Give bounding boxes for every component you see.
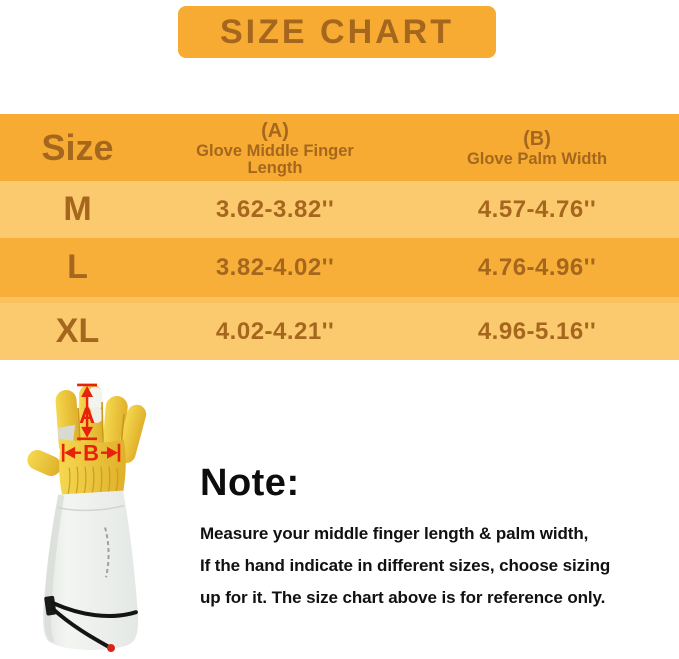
header-size-cell <box>0 127 155 169</box>
row-xl-size: XL <box>55 312 100 350</box>
note-section <box>200 462 675 614</box>
row-l-size: L <box>67 248 88 286</box>
note-line-1: Measure your middle finger length & palm width, <box>200 524 589 543</box>
header-size-label: Size <box>41 126 114 168</box>
note-heading: Note: <box>200 462 300 504</box>
row-xl-size-cell <box>0 312 155 351</box>
header-a-block <box>178 119 373 177</box>
header-a-letter: (A) <box>261 119 289 142</box>
row-m-finger-length: 3.62-3.82'' <box>215 195 335 223</box>
row-xl-finger-length: 4.02-4.21'' <box>215 317 335 345</box>
table-row-xl <box>0 303 679 360</box>
table-row-m <box>0 181 679 238</box>
row-l-a-cell <box>155 254 395 282</box>
title-banner <box>178 6 496 58</box>
row-m-size: M <box>63 190 92 228</box>
row-m-size-cell <box>0 190 155 229</box>
table-header-row <box>0 114 679 181</box>
header-b-letter: (B) <box>523 128 551 150</box>
row-l-size-cell <box>0 248 155 287</box>
row-l-b-cell <box>395 254 679 282</box>
measure-b-label: B <box>83 440 99 466</box>
header-a-cell <box>155 119 395 177</box>
glove-cuff <box>43 491 138 652</box>
note-body <box>200 518 675 614</box>
glove-thumb <box>25 447 64 479</box>
note-line-3: up for it. The size chart above is for reference only. <box>200 588 606 607</box>
strap-red-tip <box>107 644 115 652</box>
header-b-cell <box>395 127 679 168</box>
measure-a-label: A <box>79 402 96 428</box>
row-m-b-cell <box>395 196 679 224</box>
row-xl-a-cell <box>155 318 395 346</box>
table-row-l <box>0 238 679 297</box>
row-xl-palm-width: 4.96-5.16'' <box>477 317 597 345</box>
header-b-block <box>467 127 607 168</box>
note-line-2: If the hand indicate in different sizes, choose sizing <box>200 556 611 575</box>
page-title: SIZE CHART <box>220 12 454 51</box>
size-table <box>0 114 679 360</box>
row-m-palm-width: 4.57-4.76'' <box>477 195 597 223</box>
row-l-palm-width: 4.76-4.96'' <box>477 253 597 281</box>
header-b-sublabel: Glove Palm Width <box>466 150 608 168</box>
row-xl-b-cell <box>395 318 679 346</box>
row-l-finger-length: 3.82-4.02'' <box>215 253 335 281</box>
glove-measurement-image <box>25 380 200 659</box>
row-m-a-cell <box>155 196 395 224</box>
header-a-sublabel: Glove Middle Finger Length <box>196 141 354 177</box>
